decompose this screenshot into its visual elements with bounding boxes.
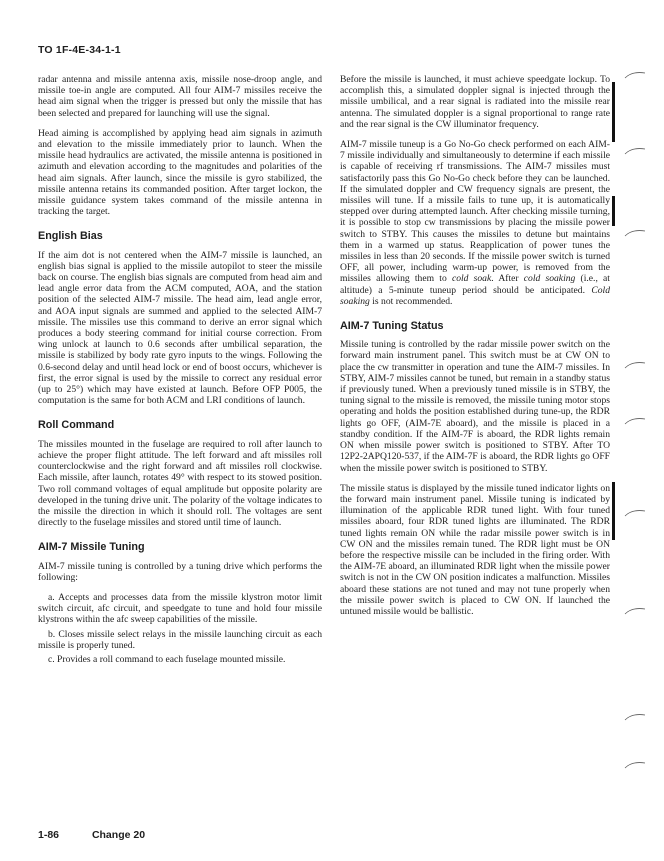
margin-mark [624, 760, 646, 770]
margin-mark [624, 360, 646, 370]
text-run: is not recommended. [369, 295, 453, 307]
italic-term: Cold soaking [340, 284, 610, 307]
list-item: b. Closes missile select relays in the missile launching circuit as each missile is properly tuned. [38, 628, 322, 651]
text-run: . After [491, 273, 524, 285]
italic-term: cold soaking [523, 273, 576, 285]
change-bar [612, 82, 615, 142]
text-run: (i.e., at altitude) a 5-minute tuneup period should be anticipated. [340, 273, 610, 296]
paragraph: The missile status is displayed by the missile tuned indicator lights on the forward main instrument panel. Missile tuning is indicated by illumination of the applicable RDR tuned light. With four tuned missiles aboard, four RDR tuned lights are illuminated. The RDR tuned lights remain ON while the radar missile power switch is in CW ON and the missiles remain tuned. The RDR light must be ON before the respective missile can be included in the firing order. With the AIM-7E aboard, an illuminated RDR light when the missile power switch is not in the CW ON position indicates a malfunction. Missiles aboard these stations are not tuned and may not tune properly when the missile power switch is placed to CW ON. If launched the untuned missile would be ballistic. [340, 482, 610, 617]
list-item: c. Provides a roll command to each fuselage mounted missile. [48, 653, 286, 665]
change-bar [612, 196, 615, 226]
heading-tuning-status: AIM-7 Tuning Status [340, 320, 444, 333]
paragraph: AIM-7 missile tuning is controlled by a tuning drive which performs the following: [38, 560, 322, 583]
italic-term: cold soak [451, 273, 492, 285]
margin-mark [624, 228, 646, 238]
paragraph: If the aim dot is not centered when the AIM-7 missile is launched, an english bias signal is applied to the missile autopilot to steer the missile back on course. The english bias signals are computed from head aim and lead angle error data from the ACM computed, AOA, and the station position of the selected AIM-7 missile. The head aim, lead angle error, and AOA input signals are summed and applied to the selected AIM-7 missile. The missiles use this command to derive an error signal which produces a body steering command for initial course correction. From wing unlock at launch to 0.6 seconds after umbilical separation, the missile is stabilized by body rate gyro inputs to the wings. Following the 0.6-second delay and until head lock or end of boost occurs, whichever is first, the error signal is used by the missile to correct any residual error (up to 25°) which may have existed at launch. Before OFP P005, the computation is the same for both ACM and LRI conditions of launch. [38, 249, 322, 407]
paragraph: The missiles mounted in the fuselage are required to roll after launch to achieve the proper flight attitude. The left forward and aft missiles roll counterclockwise and the right forward and aft missiles roll clockwise. Each missile, after launch, rotates 49° with respect to its stowed position. Two roll command voltages of equal amplitude but opposite polarity are developed in the tuning drive unit. The polarity of the voltage indicates to the missile the direction in which it should roll. The voltages are sent directly to the fuselage missiles and stored until time of launch. [38, 438, 322, 529]
margin-mark [624, 146, 646, 156]
text-run: AIM-7 missile tuneup is a Go No-Go check performed on each AIM-7 missile individually and simultaneously to determine if each missile is capable of receiving rf transmissions. The AIM-7 missiles must satisfactorily pass this Go No-Go check before they can be launched. If the simulated doppler and CW frequency signals are present, the missiles will tune. If a missile fails to tune up, it is automatically stepped over during attempted launch. After checking missile turning, it is possible to stop cw transmissions by placing the missile power switch to STBY. This causes the missiles to detune but maintains them in a warmed up status. Reapplication of power tunes the missiles in less than 20 seconds. If the missile power switch is turned OFF, all power, including warm-up power, is removed from the missiles allowing them to [340, 139, 610, 285]
paragraph: Missile tuning is controlled by the radar missile power switch on the forward main instrument panel. This switch must be at CW ON to place the cw transmitter in operation and tune the AIM-7 missiles. In STBY, AIM-7 missiles cannot be tuned, but remain in a standby status if previously tuned. When a previously tuned missile is in STBY, the tuning signal to the missile is removed, the missile tuning motor stops operating and holds the position established during tune-up, the RDR lights go OFF, (AIM-7E aboard), and the missile is placed in a standby condition. If the AIM-7F is aboard, the RDR lights remain ON when missile power switch is positioned to STBY. After TO 12P2-2APQ120-537, if the AIM-7F is aboard, the RDR lights go OFF when the missile power switch is positioned to STBY. [340, 339, 610, 474]
paragraph [340, 139, 610, 307]
document-id: TO 1F-4E-34-1-1 [38, 44, 121, 56]
margin-mark [624, 416, 646, 426]
margin-mark [624, 606, 646, 616]
paragraph: radar antenna and missile antenna axis, missile nose-droop angle, and missile toe-in angle are computed. All four AIM-7 missiles receive the head aim signal when the trigger is pressed but only the missile that has been selected and prepared for launching will use the signal. [38, 74, 322, 119]
heading-english-bias: English Bias [38, 230, 103, 243]
list-item: a. Accepts and processes data from the missile klystron motor limit switch circuit, afc circuit, and speedgate to tune and hold four missile klystrons within the afc sweep capabilities of the missile. [38, 591, 322, 626]
page-number: 1-86 [38, 829, 60, 841]
margin-mark [624, 712, 646, 722]
heading-missile-tuning: AIM-7 Missile Tuning [38, 541, 145, 554]
margin-mark [624, 70, 646, 80]
margin-mark [624, 508, 646, 518]
right-column [340, 74, 610, 626]
left-column [38, 74, 322, 668]
tuning-functions-list [38, 592, 322, 665]
heading-roll-command: Roll Command [38, 419, 115, 432]
page-footer [38, 829, 175, 841]
paragraph: Head aiming is accomplished by applying head aim signals in azimuth and elevation to the missile immediately prior to launch. When the missile head hydraulics are activated, the missile antenna is positioned in azimuth and elevation according to the magnitudes and polarities of the head aim signals. After launch, since the missile is gyro stabilized, the missile antenna retains its commanded position. After target lockon, the missile guidance system takes command of the missile antenna in tracking the target. [38, 127, 322, 218]
change-number: Change 20 [91, 829, 146, 841]
paragraph: Before the missile is launched, it must achieve speedgate lockup. To accomplish this, a simulated doppler signal is injected through the missile umbilical, and a rear signal is radiated into the missile rear antenna. The simulated doppler is a signal proportional to range rate and the rear signal is the CW illuminator frequency. [340, 74, 610, 130]
change-bar [612, 482, 615, 540]
